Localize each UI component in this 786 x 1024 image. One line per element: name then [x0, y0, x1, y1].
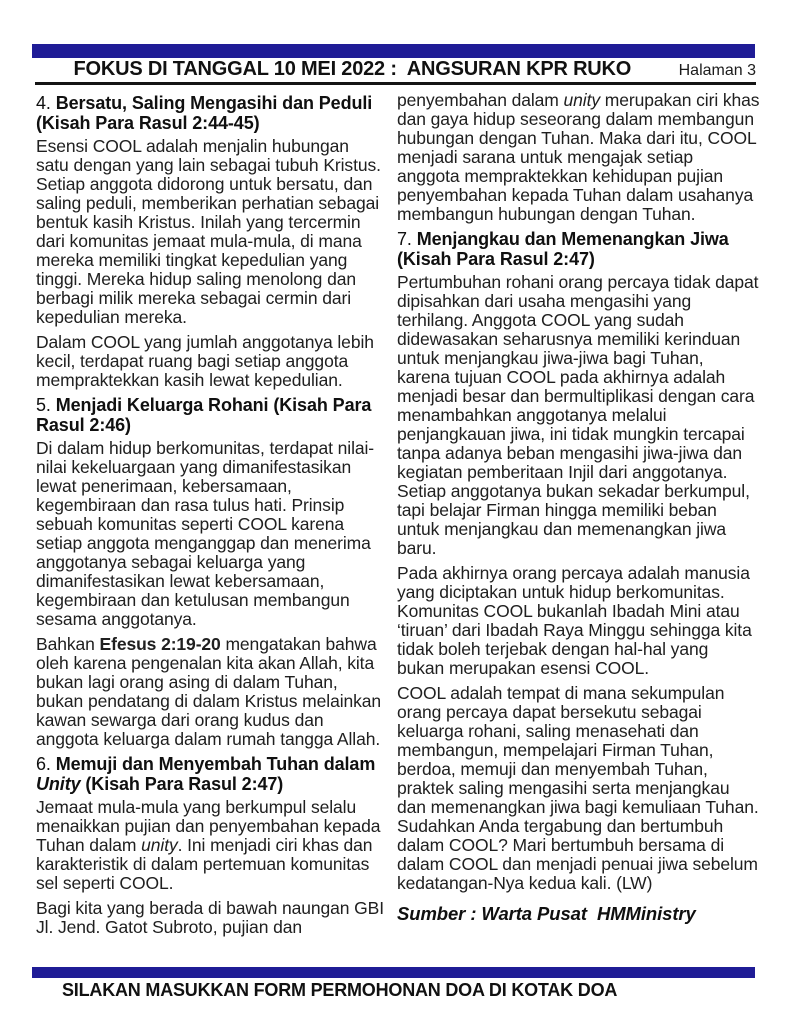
- text-run: Dalam COOL yang jumlah anggotanya lebih kecil, terdapat ruang bagi setiap anggota mempraktekkan kasih lewat kepedulian.: [36, 332, 374, 390]
- section-heading: [36, 94, 384, 133]
- source-credit: [397, 904, 760, 923]
- text-run: unity: [563, 90, 600, 110]
- text-run: Menjangkau dan Memenangkan Jiwa (Kisah Para Rasul 2:47): [397, 229, 729, 269]
- text-run: Pertumbuhan rohani orang percaya tidak dapat dipisahkan dari usaha mengasihi yang terhilang. Anggota COOL yang sudah didewasakan seharusnya memiliki kerinduan untuk menjangkau jiwa-jiwa bagi Tuhan, karena tujuan COOL pada akhirnya adalah menjadi besar dan bermultiplikasi dengan cara menambahkan anggotanya melalui penjangkauan jiwa, ini tidak mungkin tercapai tanpa adanya beban mengasihi jiwa-jiwa dan kegiatan pemberitaan Injil dari anggotanya. Setiap anggotanya bukan sekadar berkumpul, tapi belajar Firman hingga memiliki beban untuk menjangkau dan memenangkan jiwa baru.: [397, 272, 759, 558]
- text-run: Bagi kita yang berada di bawah naungan GBI Jl. Jend. Gatot Subroto, pujian dan: [36, 898, 384, 937]
- text-run: Esensi COOL adalah menjalin hubungan satu dengan yang lain sebagai tubuh Kristus. Setiap anggota didorong untuk bersatu, dan saling peduli, memberikan perhatian sebagai bentuk kasih Kristus. Inilah yang tercermin dari komunitas jemaat mula-mula, di mana mereka memiliki tingkat kepedulian yang tinggi. Mereka hidup saling menolong dan berbagi milik mereka sebagai cermin dari kepedulian mereka.: [36, 136, 381, 327]
- text-run: Bersatu, Saling Mengasihi dan Peduli (Kisah Para Rasul 2:44-45): [36, 93, 373, 133]
- section-heading: [397, 230, 760, 269]
- text-run: Efesus 2:19-20: [99, 634, 221, 654]
- paragraph: [36, 137, 384, 327]
- text-run: Memuji dan Menyembah Tuhan dalam: [55, 754, 376, 774]
- text-run: Pada akhirnya orang percaya adalah manusia yang diciptakan untuk hidup berkomunitas. Komunitas COOL bukanlah Ibadah Mini atau ‘tiruan’ dari Ibadah Raya Minggu sehingga kita tidak boleh terjebak dengan hal-hal yang bukan merupakan esensi COOL.: [397, 563, 752, 678]
- paragraph: [36, 333, 384, 390]
- article-columns: [36, 91, 760, 943]
- paragraph: [36, 635, 384, 749]
- paragraph: [36, 439, 384, 629]
- text-run: 6.: [36, 754, 56, 774]
- text-run: unity: [141, 835, 178, 855]
- text-run: . Ini menjadi ciri khas dan karakteristik di dalam pertemuan komunitas sel seperti COOL.: [36, 835, 373, 893]
- paragraph: [36, 899, 384, 937]
- text-run: 7.: [397, 229, 417, 249]
- text-run: Jemaat mula-mula yang berkumpul selalu menaikkan pujian dan penyembahan kepada Tuhan dalam: [36, 797, 381, 855]
- page-number-label: Halaman 3: [678, 62, 756, 79]
- section-heading: [36, 396, 384, 435]
- header-divider: [35, 82, 756, 85]
- footer-notice: SILAKAN MASUKKAN FORM PERMOHONAN DOA DI KOTAK DOA: [62, 980, 618, 1000]
- page-header: [36, 56, 756, 81]
- right-column: [397, 91, 760, 943]
- footer-accent-bar: [32, 967, 755, 978]
- text-run: mengatakan bahwa oleh karena pengenalan kita akan Allah, kita bukan lagi orang asing di dalam Tuhan, bukan pendatang di dalam Kristus melainkan kawan sewarga dari orang kudus dan anggota keluarga dalam rumah tangga Allah.: [36, 634, 382, 749]
- text-run: merupakan ciri khas dan gaya hidup seseorang dalam membangun hubungan dengan Tuhan. Maka dari itu, COOL menjadi sarana untuk mengajak setiap anggota mempraktekkan kehidupan pujian penyembahan kepada Tuhan dalam usahanya membangun hubungan dengan Tuhan.: [397, 90, 760, 224]
- section-heading: [36, 755, 384, 794]
- text-run: Bahkan: [36, 634, 100, 654]
- text-run: Unity: [36, 773, 81, 794]
- text-run: COOL adalah tempat di mana sekumpulan orang percaya dapat bersekutu sebagai keluarga rohani, saling menasehati dan membangun, mempelajari Firman Tuhan, berdoa, memuji dan menyembah Tuhan, praktek saling mengasihi serta menjangkau dan memenangkan jiwa bagi kemuliaan Tuhan. Sudahkan Anda tergabung dan bertumbuh dalam COOL? Mari bertumbuh bersama di dalam COOL dan menjadi penuai jiwa sebelum kedatangan-Nya kedua kali. (LW): [397, 683, 759, 893]
- text-run: (Kisah Para Rasul 2:47): [80, 773, 284, 794]
- text-run: penyembahan dalam: [397, 90, 564, 110]
- paragraph: [397, 684, 760, 893]
- left-column: [36, 91, 384, 943]
- text-run: 5.: [36, 395, 56, 415]
- paragraph: [397, 564, 760, 678]
- page-title: FOKUS DI TANGGAL 10 MEI 2022 : ANGSURAN KPR RUKO: [73, 58, 632, 80]
- paragraph: [397, 273, 760, 558]
- paragraph: [397, 91, 760, 224]
- paragraph: [36, 798, 384, 893]
- text-run: 4.: [36, 93, 56, 113]
- text-run: Di dalam hidup berkomunitas, terdapat nilai-nilai kekeluargaan yang dimanifestasikan lewat penerimaan, kebersamaan, kegembiraan dan rasa tulus hati. Prinsip sebuah komunitas seperti COOL karena setiap anggota menganggap dan menerima anggotanya sebagai keluarga yang dimanifestasikan lewat kebersamaan, kegembiraan dan ketulusan membangun sesama anggotanya.: [36, 438, 375, 629]
- text-run: Sumber : Warta Pusat HMMinistry: [397, 903, 696, 924]
- text-run: Menjadi Keluarga Rohani (Kisah Para Rasul 2:46): [36, 395, 372, 435]
